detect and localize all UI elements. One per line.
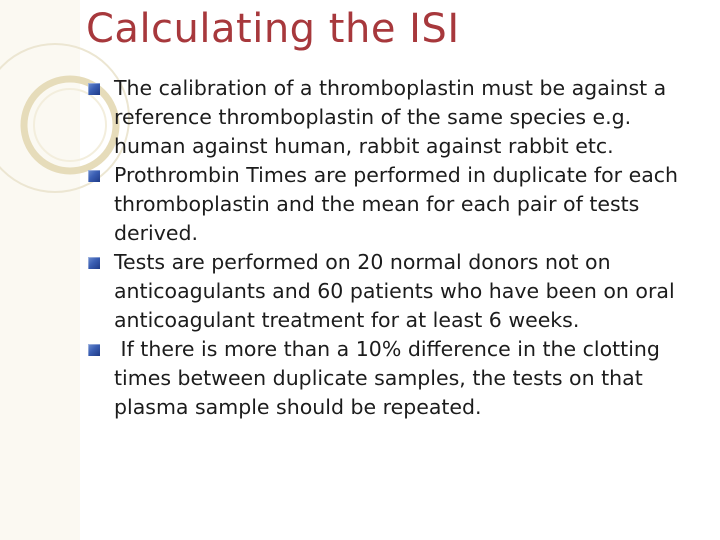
square-bullet-icon bbox=[88, 170, 100, 182]
square-bullet-icon bbox=[88, 257, 100, 269]
bullet-text: Tests are performed on 20 normal donors not on anticoagulants and 60 patients who have been on oral anticoagulant treatment for at least 6 weeks. bbox=[114, 250, 675, 332]
bullet-text: The calibration of a thromboplastin must be against a reference thromboplastin of the same species e.g. human against human, rabbit against rabbit etc. bbox=[114, 76, 667, 158]
bullet-item bbox=[86, 335, 706, 422]
square-bullet-icon bbox=[88, 344, 100, 356]
slide-content bbox=[86, 74, 706, 422]
bullet-list bbox=[86, 74, 706, 422]
slide-title: Calculating the ISI bbox=[86, 6, 460, 52]
bullet-text: Prothrombin Times are performed in duplicate for each thromboplastin and the mean for each pair of tests derived. bbox=[114, 163, 679, 245]
bullet-item bbox=[86, 161, 706, 248]
bullet-text: If there is more than a 10% difference in the clotting times between duplicate samples, the tests on that plasma sample should be repeated. bbox=[114, 337, 667, 419]
bullet-item bbox=[86, 74, 706, 161]
bullet-item bbox=[86, 248, 706, 335]
square-bullet-icon bbox=[88, 83, 100, 95]
